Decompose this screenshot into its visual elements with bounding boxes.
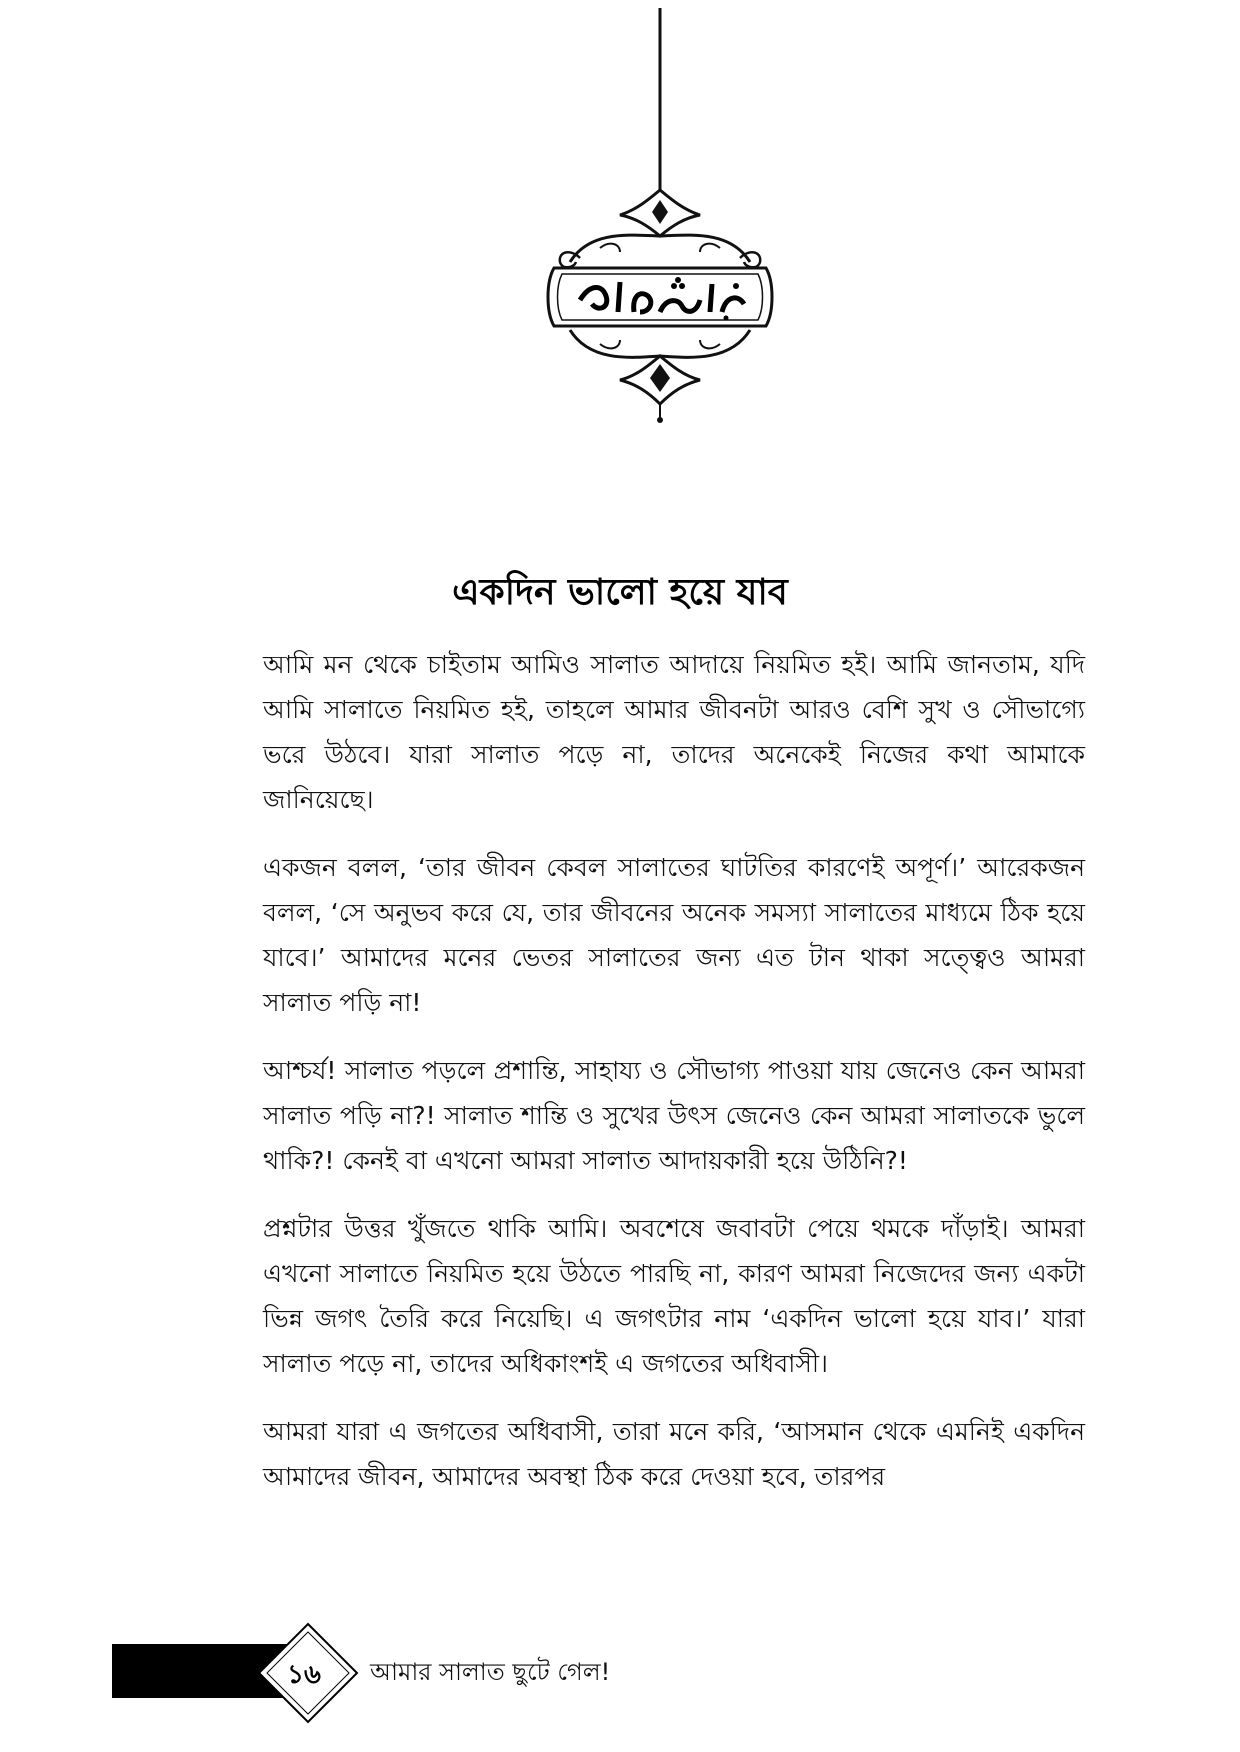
paragraph: আশ্চর্য! সালাত পড়লে প্রশান্তি, সাহায্য ও সৌভাগ্য পাওয়া যায় জেনেও কেন আমরা সালাত পড়ি না?! সালাত শান্তি ও সুখের উৎস জেনেও কেন আমরা সালাতকে ভুলে থাকি?! কেনই বা এখনো আমরা সালাত আদায়কারী হয়ে উঠিনি?! (263, 1056, 1085, 1175)
chapter-title: একদিন ভালো হয়ে যাব (452, 572, 788, 613)
chapter-body (263, 642, 1085, 1522)
chapter-ornament (540, 0, 780, 450)
islamic-frame-ornament-icon (540, 0, 780, 450)
page-number: ১৬ (287, 1660, 321, 1690)
paragraph: আমি মন থেকে চাইতাম আমিও সালাত আদায়ে নিয়মিত হই। আমি জানতাম, যদি আমি সালাতে নিয়মিত হই, তাহলে আমার জীবনটা আরও বেশি সুখ ও সৌভাগ্যে ভরে উঠবে। যারা সালাত পড়ে না, তাদের অনেকেই নিজের কথা আমাকে জানিয়েছে। (263, 650, 1085, 814)
paragraph: আমরা যারা এ জগতের অধিবাসী, তারা মনে করি, ‘আসমান থেকে এমনিই একদিন আমাদের জীবন, আমাদের অবস্থা ঠিক করে দেওয়া হবে, তারপর (263, 1417, 1085, 1491)
page-footer (0, 1620, 1240, 1730)
paragraph: একজন বলল, ‘তার জীবন কেবল সালাতের ঘাটতির কারণেই অপূর্ণ।’ আরেকজন বলল, ‘সে অনুভব করে যে, তার জীবনের অনেক সমস্যা সালাতের মাধ্যমে ঠিক হয়ে যাবে।’ আমাদের মনের ভেতর সালাতের জন্য এত টান থাকা সত্ত্বেও আমরা সালাত পড়ি না! (263, 853, 1085, 1017)
running-title: আমার সালাত ছুটে গেল! (370, 1658, 611, 1686)
paragraph: প্রশ্নটার উত্তর খুঁজতে থাকি আমি। অবশেষে জবাবটা পেয়ে থমকে দাঁড়াই। আমরা এখনো সালাতে নিয়মিত হয়ে উঠতে পারছি না, কারণ আমরা নিজেদের জন্য একটা ভিন্ন জগৎ তৈরি করে নিয়েছি। এ জগৎটার নাম ‘একদিন ভালো হয়ে যাব।’ যারা সালাত পড়ে না, তাদের অধিকাংশই এ জগতের অধিবাসী। (263, 1214, 1085, 1378)
